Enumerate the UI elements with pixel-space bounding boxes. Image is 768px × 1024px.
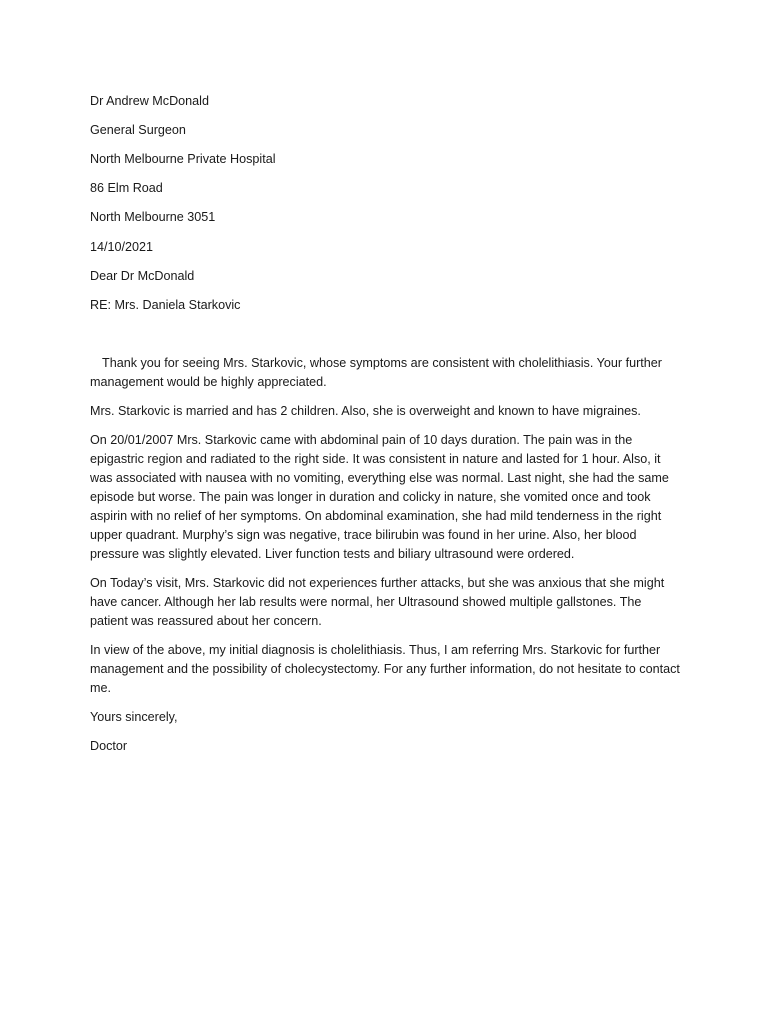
recipient-name: Dr Andrew McDonald [90, 94, 209, 108]
paragraph-diagnosis-referral: In view of the above, my initial diagnosis is cholelithiasis. Thus, I am referring Mrs. Starkovic for further management and the possibility of cholecystectomy. For any further information, do not hesitate to contact me. [90, 643, 680, 695]
letter-body [90, 354, 680, 766]
paragraph-introduction: Thank you for seeing Mrs. Starkovic, whose symptoms are consistent with cholelithiasis. Your further management would be highly appreciated. [90, 356, 662, 389]
paragraph-history: On 20/01/2007 Mrs. Starkovic came with abdominal pain of 10 days duration. The pain was in the epigastric region and radiated to the right side. It was consistent in nature and lasted for 1 hour. Also, it was associated with nausea with no vomiting, everything else was normal. Last night, she had the same episode but worse. The pain was longer in duration and colicky in nature, she vomited once and took aspirin with no relief of her symptoms. On abdominal examination, she had mild tenderness in the right upper quadrant. Murphy’s sign was negative, trace bilirubin was found in her urine. Also, her blood pressure was slightly elevated. Liver function tests and biliary ultrasound were ordered. [90, 433, 669, 561]
subject-line: RE: Mrs. Daniela Starkovic [90, 298, 241, 312]
recipient-title: General Surgeon [90, 123, 186, 137]
closing: Yours sincerely, [90, 710, 178, 724]
signature: Doctor [90, 739, 128, 753]
salutation: Dear Dr McDonald [90, 269, 195, 283]
letter-date: 14/10/2021 [90, 240, 154, 254]
paragraph-social-history: Mrs. Starkovic is married and has 2 children. Also, she is overweight and known to have migraines. [90, 404, 641, 418]
paragraph-todays-visit: On Today’s visit, Mrs. Starkovic did not experiences further attacks, but she was anxious that she might have cancer. Although her lab results were normal, her Ultrasound showed multiple gallstones. The patient was reassured about her concern. [90, 576, 665, 628]
recipient-hospital: North Melbourne Private Hospital [90, 152, 276, 166]
recipient-street: 86 Elm Road [90, 181, 163, 195]
recipient-suburb: North Melbourne 3051 [90, 210, 216, 224]
